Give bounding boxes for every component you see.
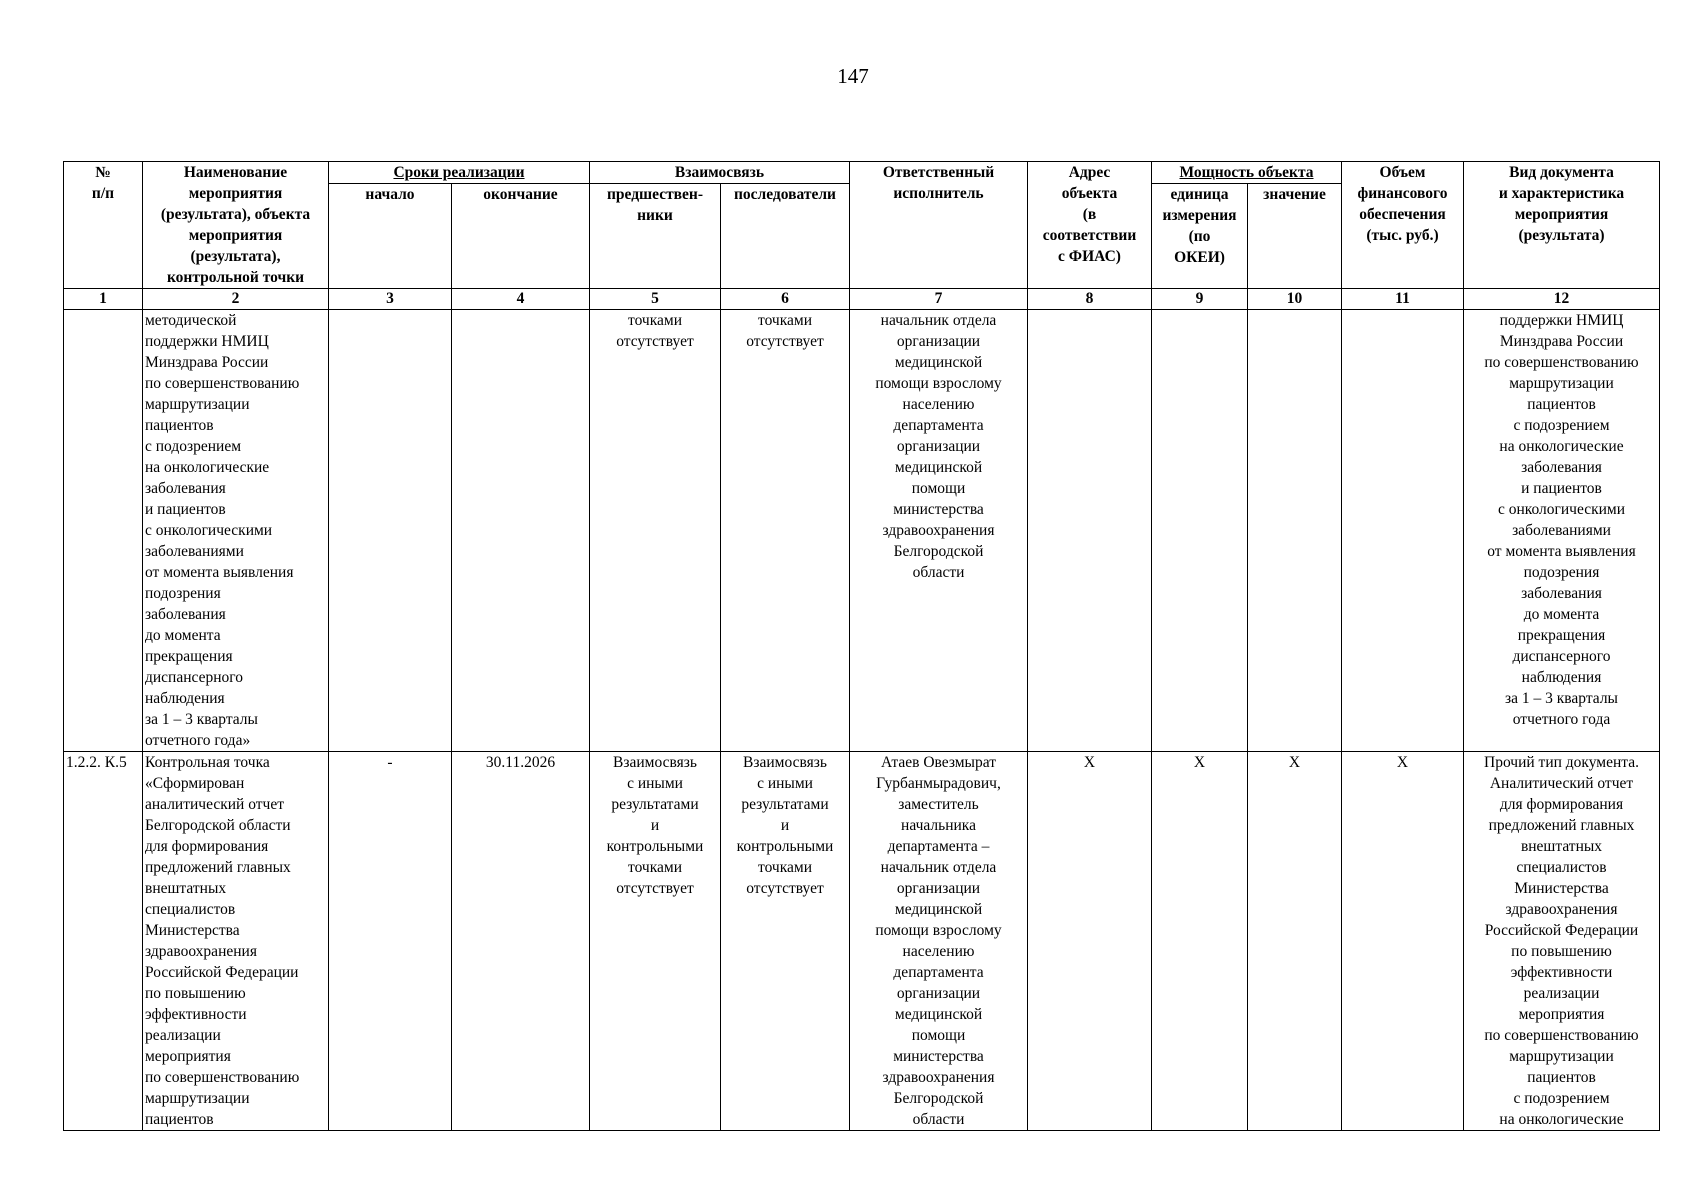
column-number-row	[64, 289, 1660, 310]
column-number: 8	[1028, 289, 1152, 310]
table-header	[64, 162, 1660, 310]
header-funding: Объем финансового обеспечения (тыс. руб.)	[1342, 162, 1464, 289]
cell-num	[64, 310, 143, 752]
cell-value	[1248, 310, 1342, 752]
cell-doc-type: поддержки НМИЦ Минздрава России по совершенствованию маршрутизации пациентов с подозрением на онкологические заболевания и пациентов с онкологическими заболеваниями от момента выявления подозрения заболевания до момента прекращения диспансерного наблюдения за 1 – 3 кварталы отчетного года	[1464, 310, 1660, 752]
header-name: Наименование мероприятия (результата), объекта мероприятия (результата), контрольной точки	[143, 162, 329, 289]
header-value: значение	[1248, 184, 1342, 289]
plan-table	[63, 161, 1660, 1131]
cell-end: 30.11.2026	[452, 752, 590, 1131]
column-number: 2	[143, 289, 329, 310]
column-number: 1	[64, 289, 143, 310]
column-number: 10	[1248, 289, 1342, 310]
cell-funding: Х	[1342, 752, 1464, 1131]
cell-predecessors: Взаимосвязь с иными результатами и контрольными точками отсутствует	[590, 752, 721, 1131]
header-start: начало	[329, 184, 452, 289]
cell-responsible: начальник отдела организации медицинской помощи взрослому населению департамента организации медицинской помощи министерства здравоохранения Белгородской области	[850, 310, 1028, 752]
column-number: 11	[1342, 289, 1464, 310]
header-responsible: Ответственный исполнитель	[850, 162, 1028, 289]
column-number: 6	[721, 289, 850, 310]
header-unit: единица измерения (по ОКЕИ)	[1152, 184, 1248, 289]
cell-num: 1.2.2. К.5	[64, 752, 143, 1131]
cell-address	[1028, 310, 1152, 752]
cell-unit	[1152, 310, 1248, 752]
cell-funding	[1342, 310, 1464, 752]
column-number: 4	[452, 289, 590, 310]
cell-name: методической поддержки НМИЦ Минздрава России по совершенствованию маршрутизации пациентов с подозрением на онкологические заболевания и пациентов с онкологическими заболеваниями от момента выявления подозрения заболевания до момента прекращения диспансерного наблюдения за 1 – 3 кварталы отчетного года»	[143, 310, 329, 752]
cell-address: Х	[1028, 752, 1152, 1131]
cell-name: Контрольная точка «Сформирован аналитический отчет Белгородской области для формирования предложений главных внештатных специалистов Министерства здравоохранения Российской Федерации по повышению эффективности реализации мероприятия по совершенствованию маршрутизации пациентов	[143, 752, 329, 1131]
column-number: 5	[590, 289, 721, 310]
cell-successors: Взаимосвязь с иными результатами и контрольными точками отсутствует	[721, 752, 850, 1131]
header-end: окончание	[452, 184, 590, 289]
column-number: 3	[329, 289, 452, 310]
header-predecessors: предшествен- ники	[590, 184, 721, 289]
cell-start	[329, 310, 452, 752]
column-number: 12	[1464, 289, 1660, 310]
header-capacity: Мощность объекта	[1152, 162, 1342, 184]
cell-doc-type: Прочий тип документа. Аналитический отчет для формирования предложений главных внештатных специалистов Министерства здравоохранения Российской Федерации по повышению эффективности реализации мероприятия по совершенствованию маршрутизации пациентов с подозрением на онкологические	[1464, 752, 1660, 1131]
header-terms: Сроки реализации	[329, 162, 590, 184]
header-address: Адрес объекта (в соответствии с ФИАС)	[1028, 162, 1152, 289]
column-number: 7	[850, 289, 1028, 310]
cell-successors: точками отсутствует	[721, 310, 850, 752]
header-link: Взаимосвязь	[590, 162, 850, 184]
header-successors: последователи	[721, 184, 850, 289]
cell-end	[452, 310, 590, 752]
header-num: № п/п	[64, 162, 143, 289]
table-row	[64, 310, 1660, 752]
table-row	[64, 752, 1660, 1131]
column-number: 9	[1152, 289, 1248, 310]
page-number: 147	[837, 64, 869, 88]
cell-predecessors: точками отсутствует	[590, 310, 721, 752]
cell-start: -	[329, 752, 452, 1131]
cell-unit: Х	[1152, 752, 1248, 1131]
header-doc-type: Вид документа и характеристика мероприятия (результата)	[1464, 162, 1660, 289]
cell-value: Х	[1248, 752, 1342, 1131]
cell-responsible: Атаев Овезмырат Гурбанмырадович, заместитель начальника департамента – начальник отдела организации медицинской помощи взрослому населению департамента организации медицинской помощи министерства здравоохранения Белгородской области	[850, 752, 1028, 1131]
